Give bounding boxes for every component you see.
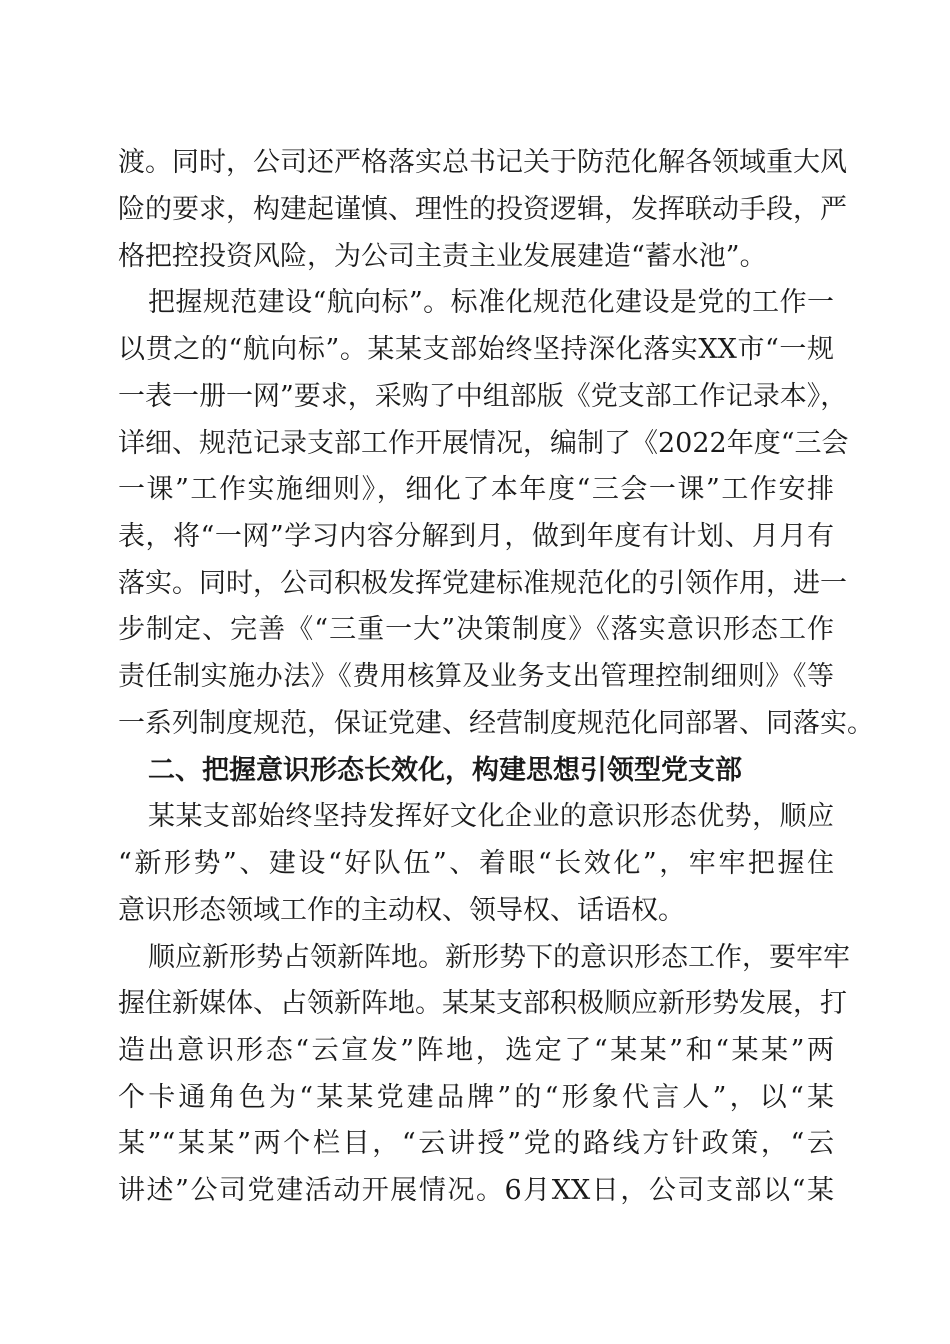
text-line: 步制定、完善《“三重一大”决策制度》《落实意识形态工作 <box>118 614 834 645</box>
text-line: 某”“某某”两个栏目，“云讲授”党的路线方针政策，“云 <box>118 1128 834 1159</box>
text-line: 详细、规范记录支部工作开展情况，编制了《2022年度“三会 <box>118 428 849 459</box>
text-line: 某某支部始终坚持发挥好文化企业的意识形态优势，顺应 <box>148 801 834 832</box>
text-line: 讲述”公司党建活动开展情况。6月XX日，公司支部以“某 <box>118 1175 834 1206</box>
section-heading: 二、把握意识形态长效化，构建思想引领型党支部 <box>148 755 742 786</box>
text-line: 格把控投资风险，为公司主责主业发展建造“蓄水池”。 <box>118 241 767 272</box>
text-line: 把握规范建设“航向标”。标准化规范化建设是党的工作一 <box>148 287 834 318</box>
text-line: “新形势”、建设“好队伍”、着眼“长效化”，牢牢把握住 <box>118 848 834 879</box>
text-line: 落实。同时，公司积极发挥党建标准规范化的引领作用，进一 <box>118 568 847 599</box>
text-line: 责任制实施办法》《费用核算及业务支出管理控制细则》《等 <box>118 661 834 692</box>
text-line: 意识形态领域工作的主动权、领导权、话语权。 <box>118 895 685 926</box>
text-line: 一课”工作实施细则》，细化了本年度“三会一课”工作安排 <box>118 474 834 505</box>
text-line: 造出意识形态“云宣发”阵地，选定了“某某”和“某某”两 <box>118 1035 834 1066</box>
text-line: 握住新媒体、占领新阵地。某某支部积极顺应新形势发展，打 <box>118 988 847 1019</box>
text-line: 险的要求，构建起谨慎、理性的投资逻辑，发挥联动手段，严 <box>118 194 847 225</box>
text-line: 表，将“一网”学习内容分解到月，做到年度有计划、月月有 <box>118 521 834 552</box>
text-line: 个卡通角色为“某某党建品牌”的“形象代言人”，以“某 <box>118 1082 834 1113</box>
text-line: 顺应新形势占领新阵地。新形势下的意识形态工作，要牢牢 <box>148 942 850 973</box>
text-line: 一系列制度规范，保证党建、经营制度规范化同部署、同落实。 <box>118 708 874 739</box>
text-line: 渡。同时，公司还严格落实总书记关于防范化解各领域重大风 <box>118 147 847 178</box>
text-line: 一表一册一网”要求，采购了中组部版《党支部工作记录本》， <box>118 381 848 412</box>
text-line: 以贯之的“航向标”。某某支部始终坚持深化落实XX市“一规 <box>118 334 834 365</box>
